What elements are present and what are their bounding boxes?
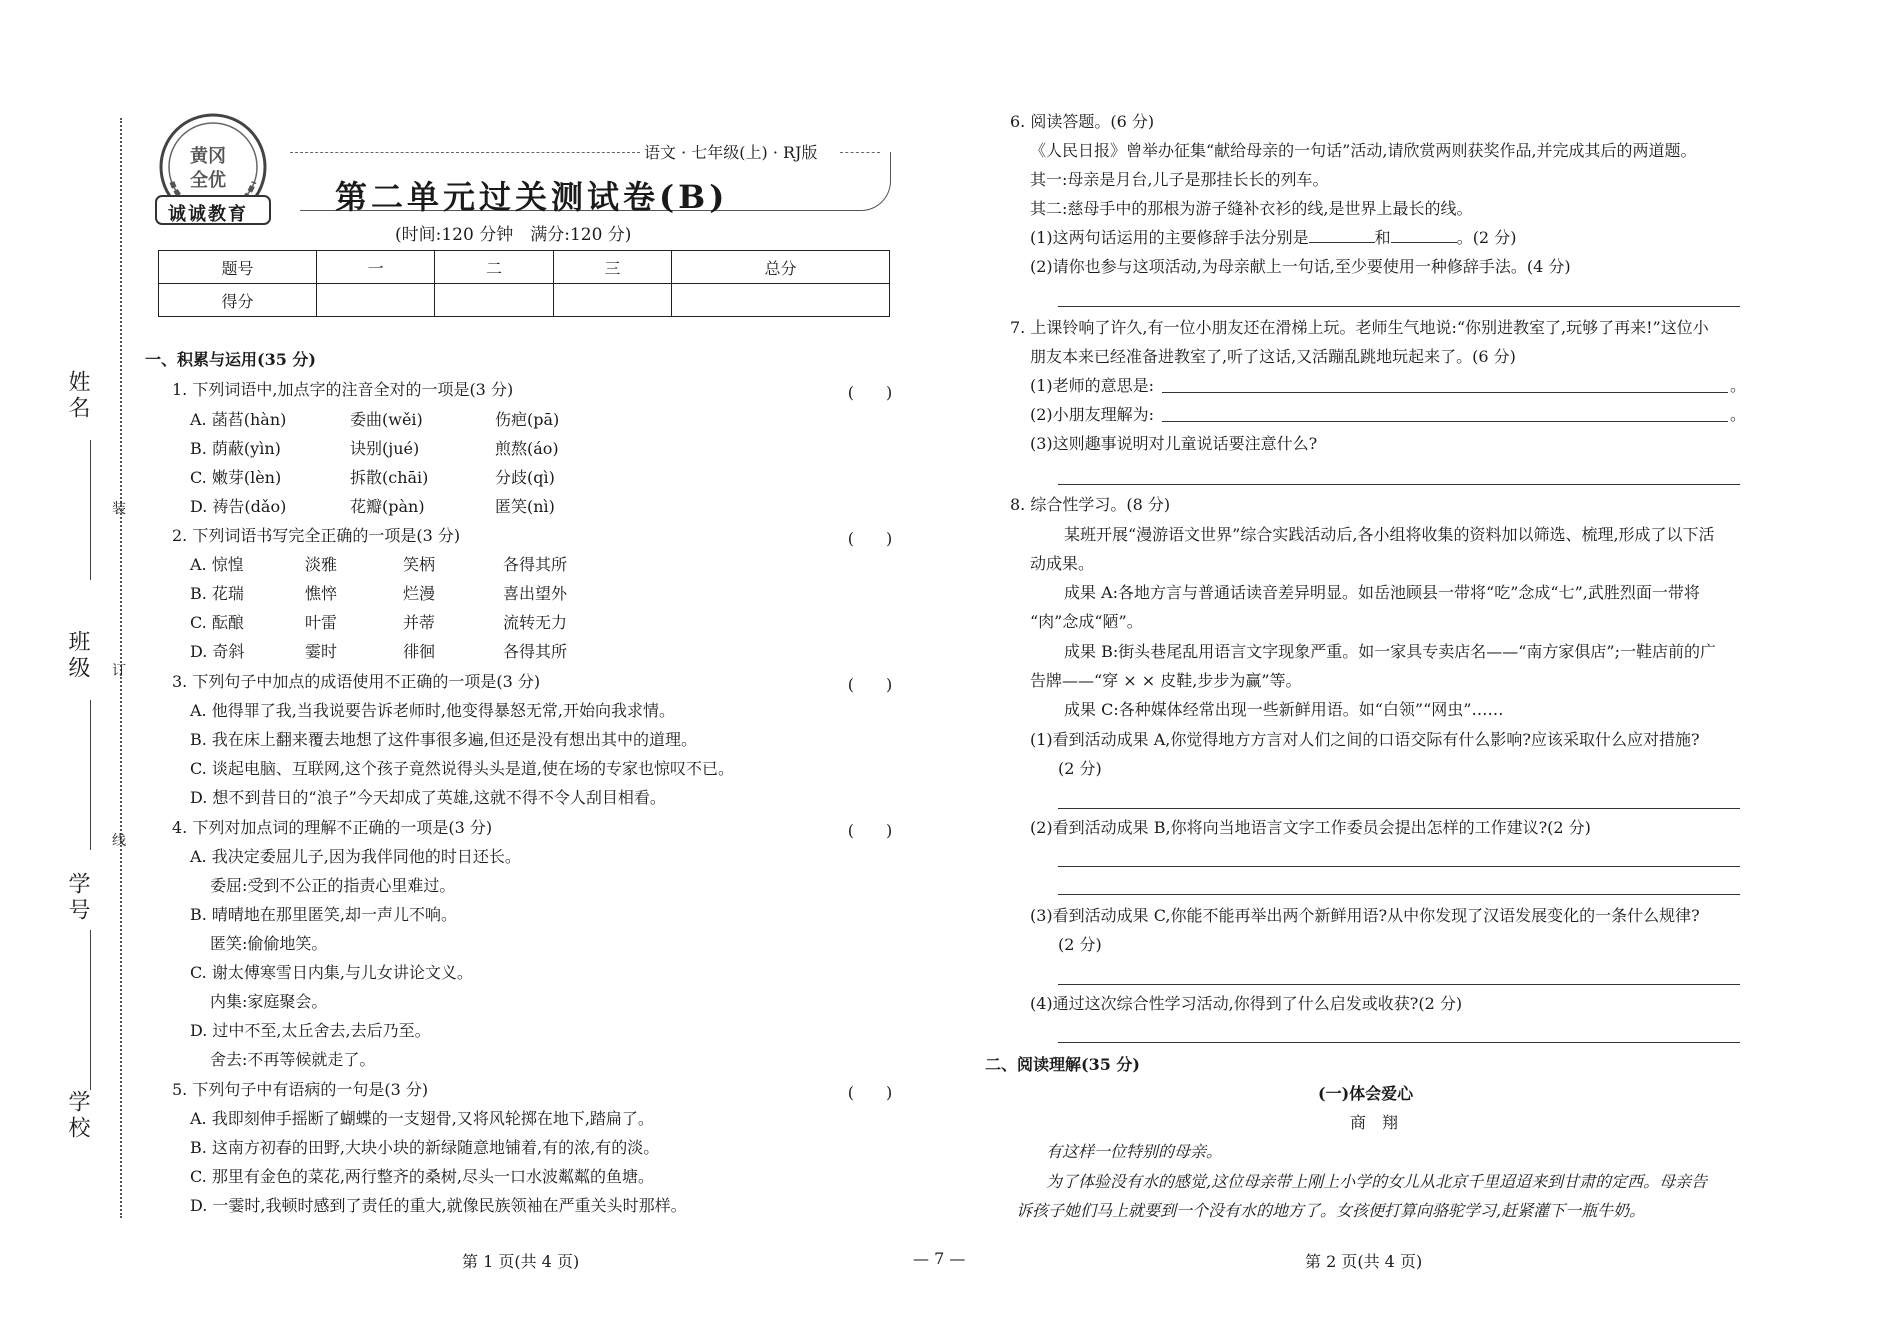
option-explanation: 内集:家庭聚会。 — [210, 992, 328, 1011]
option-text: 委曲(wěi) — [350, 410, 423, 429]
option-text: D. 祷告(dǎo) — [190, 497, 287, 516]
sub-question: (1)老师的意思是: — [1030, 376, 1155, 395]
question-stem: 3. 下列句子中加点的成语使用不正确的一项是(3 分) — [172, 672, 541, 691]
option-text: 诀别(jué) — [350, 439, 420, 458]
sub-question: (4)通过这次综合性学习活动,你得到了什么启发或收获?(2 分) — [1030, 994, 1463, 1013]
option-text: B. 这南方初春的田野,大块小块的新绿随意地铺着,有的浓,有的淡。 — [190, 1138, 660, 1157]
answer-bracket[interactable]: ( ) — [847, 675, 893, 694]
bind-mark: 订 — [112, 663, 126, 679]
answer-line[interactable] — [1058, 484, 1740, 485]
section-heading: 二、阅读理解(35 分) — [985, 1055, 1140, 1074]
option-text: B. 我在床上翻来覆去地想了这件事很多遍,但还是没有想出其中的道理。 — [190, 730, 698, 749]
question-text: 某班开展“漫游语文世界”综合实践活动后,各小组将收集的资料加以筛选、梳理,形成了以下活 — [1064, 525, 1715, 544]
option-text: 各得其所 — [503, 555, 568, 574]
option-text: 花瓣(pàn) — [350, 497, 425, 516]
option-text: 并蒂 — [403, 613, 436, 632]
page-footer: 第 2 页(共 4 页) — [1305, 1252, 1423, 1271]
sub-question-text: (1)这两句话运用的主要修辞手法分别是 — [1030, 228, 1309, 247]
option-text: A. 我决定委屈儿子,因为我伴同他的时日还长。 — [190, 847, 521, 866]
question-stem: 朋友本来已经准备进教室了,听了这话,又活蹦乱跳地玩起来了。(6 分) — [1030, 347, 1516, 366]
question-text: 其一:母亲是月台,儿子是那挂长长的列车。 — [1030, 170, 1329, 189]
question-stem: 2. 下列词语书写完全正确的一项是(3 分) — [172, 526, 461, 545]
answer-blank[interactable] — [1309, 242, 1375, 243]
score-cell[interactable] — [672, 284, 890, 317]
sub-question: (2)看到活动成果 B,你将向当地语言文字工作委员会提出怎样的工作建议?(2 分) — [1030, 818, 1591, 837]
passage-text: 为了体验没有水的感觉,这位母亲带上刚上小学的女儿从北京千里迢迢来到甘肃的定西。母亲告 — [1046, 1172, 1708, 1191]
score-header-cell: 题号 — [159, 251, 317, 284]
sub-question: (2)小朋友理解为: — [1030, 405, 1155, 424]
question-stem: 6. 阅读答题。(6 分) — [1010, 112, 1155, 131]
score-cell[interactable] — [435, 284, 553, 317]
sentence-end: 。 — [1730, 405, 1747, 424]
sub-question: (2 分) — [1058, 935, 1102, 954]
option-text: C. 酝酿 — [190, 613, 244, 632]
logo-bottom-text: 诚诚教育 — [168, 204, 248, 225]
passage-author: 商 翔 — [1350, 1113, 1399, 1132]
student-number-field-line — [90, 930, 91, 1090]
passage-text: 诉孩子她们马上就要到一个没有水的地方了。女孩便打算向骆驼学习,赶紧灌下一瓶牛奶。 — [1016, 1201, 1646, 1220]
center-page-number: — 7 — — [913, 1249, 966, 1268]
question-stem: 8. 综合性学习。(8 分) — [1010, 495, 1171, 514]
option-text: C. 那里有金色的菜花,两行整齐的桑树,尽头一口水波粼粼的鱼塘。 — [190, 1167, 655, 1186]
section-heading: 一、积累与运用(35 分) — [145, 350, 316, 369]
question-stem: 7. 上课铃响了许久,有一位小朋友还在滑梯上玩。老师生气地说:“你别进教室了,玩够了再来!”这位小 — [1010, 318, 1709, 337]
score-header-cell: 三 — [553, 251, 671, 284]
exam-time-info: (时间:120 分钟 满分:120 分) — [395, 225, 632, 245]
logo-top-text: 黄冈 — [190, 146, 226, 167]
school-label: 学校 — [65, 1090, 90, 1142]
page-title: 第二单元过关测试卷(B) — [335, 178, 729, 216]
option-text: 流转无力 — [503, 613, 568, 632]
question-text: 告牌——“穿 × × 皮鞋,步步为赢”等。 — [1030, 671, 1302, 690]
answer-bracket[interactable]: ( ) — [847, 383, 893, 402]
sub-question-text: 。(2 分) — [1456, 228, 1517, 247]
answer-bracket[interactable]: ( ) — [847, 529, 893, 548]
score-header-cell: 一 — [317, 251, 435, 284]
passage-heading: (一)体会爱心 — [1318, 1084, 1414, 1103]
option-text: 笑柄 — [403, 555, 436, 574]
option-text: A. 惊惶 — [190, 555, 244, 574]
option-text: D. 奇斜 — [190, 642, 245, 661]
question-text: 动成果。 — [1030, 554, 1095, 573]
option-text: B. 花瑞 — [190, 584, 244, 603]
answer-line[interactable] — [1058, 808, 1740, 809]
sub-question: (2 分) — [1058, 759, 1102, 778]
score-table-header-row — [159, 251, 890, 284]
question-text: 其二:慈母手中的那根为游子缝补衣衫的线,是世界上最长的线。 — [1030, 199, 1473, 218]
option-text: 徘徊 — [403, 642, 436, 661]
class-field-line — [90, 700, 91, 850]
option-text: C. 嫩芽(lèn) — [190, 468, 282, 487]
question-stem: 4. 下列对加点词的理解不正确的一项是(3 分) — [172, 818, 493, 837]
name-label: 姓名 — [65, 370, 90, 422]
logo-mid-text: 全优 — [190, 170, 226, 191]
line-mark: 线 — [112, 833, 126, 849]
sub-question: (1)看到活动成果 A,你觉得地方方言对人们之间的口语交际有什么影响?应该采取什么应对措施? — [1030, 730, 1700, 749]
score-header-cell: 总分 — [672, 251, 890, 284]
option-text: 霎时 — [305, 642, 338, 661]
sub-question: (2)请你也参与这项活动,为母亲献上一句话,至少要使用一种修辞手法。(4 分) — [1030, 257, 1571, 276]
passage-text: 有这样一位特别的母亲。 — [1046, 1142, 1223, 1161]
option-text: 拆散(chāi) — [350, 468, 429, 487]
sub-question: (3)这则趣事说明对儿童说话要注意什么? — [1030, 434, 1318, 453]
question-text: “肉”念成“陋”。 — [1030, 612, 1143, 631]
score-cell[interactable] — [553, 284, 671, 317]
option-text: 匿笑(nì) — [495, 497, 555, 516]
sub-question-text: 和 — [1374, 228, 1391, 247]
publisher-logo — [150, 112, 276, 232]
series-label: 语文 · 七年级(上) · RJ版 — [644, 143, 818, 162]
option-explanation: 匿笑:偷偷地笑。 — [210, 934, 328, 953]
score-table-row — [159, 284, 890, 317]
seal-mark: 装 — [112, 501, 126, 517]
sub-question — [1030, 228, 1516, 248]
option-text: D. 过中不至,太丘舍去,去后乃至。 — [190, 1021, 431, 1040]
option-text: 憔悴 — [305, 584, 338, 603]
option-text: B. 荫蔽(yìn) — [190, 439, 281, 458]
option-text: 叶雷 — [305, 613, 338, 632]
option-text: A. 我即刻伸手摇断了蝴蝶的一支翅骨,又将风轮掷在地下,踏扁了。 — [190, 1109, 654, 1128]
answer-line[interactable] — [1162, 421, 1728, 422]
option-text: A. 他得罪了我,当我说要告诉老师时,他变得暴怒无常,开始向我求情。 — [190, 701, 675, 720]
question-stem: 5. 下列句子中有语病的一句是(3 分) — [172, 1080, 429, 1099]
option-text: C. 谢太傅寒雪日内集,与儿女讲论文义。 — [190, 963, 473, 982]
answer-line[interactable] — [1162, 392, 1728, 393]
option-text: 喜出望外 — [503, 584, 568, 603]
answer-line[interactable] — [1058, 866, 1740, 867]
score-row-label: 得分 — [159, 284, 317, 317]
option-text: D. 想不到昔日的“浪子”今天却成了英雄,这就不得不令人刮目相看。 — [190, 788, 666, 807]
question-stem: 1. 下列词语中,加点字的注音全对的一项是(3 分) — [172, 380, 514, 399]
question-text: 成果 B:街头巷尾乱用语言文字现象严重。如一家具专卖店名——“南方家俱店”;一鞋店前的广 — [1064, 642, 1716, 661]
option-text: 煎熬(áo) — [495, 439, 559, 458]
answer-line[interactable] — [1058, 306, 1740, 307]
sentence-end: 。 — [1730, 376, 1747, 395]
option-explanation: 委屈:受到不公正的指责心里难过。 — [210, 876, 456, 895]
option-text: B. 晴晴地在那里匿笑,却一声儿不响。 — [190, 905, 458, 924]
option-text: A. 菡萏(hàn) — [190, 410, 287, 429]
question-text: 成果 A:各地方言与普通话读音差异明显。如岳池顾县一带将“吃”念成“七”,武胜烈面一带将 — [1064, 583, 1700, 602]
score-table — [158, 250, 890, 317]
option-text: 各得其所 — [503, 642, 568, 661]
score-cell[interactable] — [317, 284, 435, 317]
option-text: D. 一霎时,我顿时感到了责任的重大,就像民族领袖在严重关头时那样。 — [190, 1196, 687, 1215]
answer-line[interactable] — [1058, 1042, 1740, 1043]
name-field-line — [90, 440, 91, 580]
option-text: C. 谈起电脑、互联网,这个孩子竟然说得头头是道,使在场的专家也惊叹不已。 — [190, 759, 735, 778]
answer-bracket[interactable]: ( ) — [847, 1083, 893, 1102]
option-explanation: 舍去:不再等候就走了。 — [210, 1050, 376, 1069]
page-footer: 第 1 页(共 4 页) — [462, 1252, 580, 1271]
question-text: 《人民日报》曾举办征集“献给母亲的一句话”活动,请欣赏两则获奖作品,并完成其后的两道题。 — [1030, 141, 1697, 160]
option-text: 分歧(qì) — [495, 468, 555, 487]
class-label: 班级 — [65, 630, 90, 682]
option-text: 伤疤(pā) — [495, 410, 560, 429]
student-number-label: 学号 — [65, 872, 90, 924]
answer-line[interactable] — [1058, 894, 1740, 895]
option-text: 烂漫 — [403, 584, 436, 603]
answer-blank[interactable] — [1391, 242, 1457, 243]
answer-bracket[interactable]: ( ) — [847, 821, 893, 840]
option-text: 淡雅 — [305, 555, 338, 574]
answer-line[interactable] — [1058, 984, 1740, 985]
score-header-cell: 二 — [435, 251, 553, 284]
question-text: 成果 C:各种媒体经常出现一些新鲜用语。如“白领”“网虫”…… — [1064, 700, 1504, 719]
sub-question: (3)看到活动成果 C,你能不能再举出两个新鲜用语?从中你发现了汉语发展变化的一条什么规律? — [1030, 906, 1700, 925]
